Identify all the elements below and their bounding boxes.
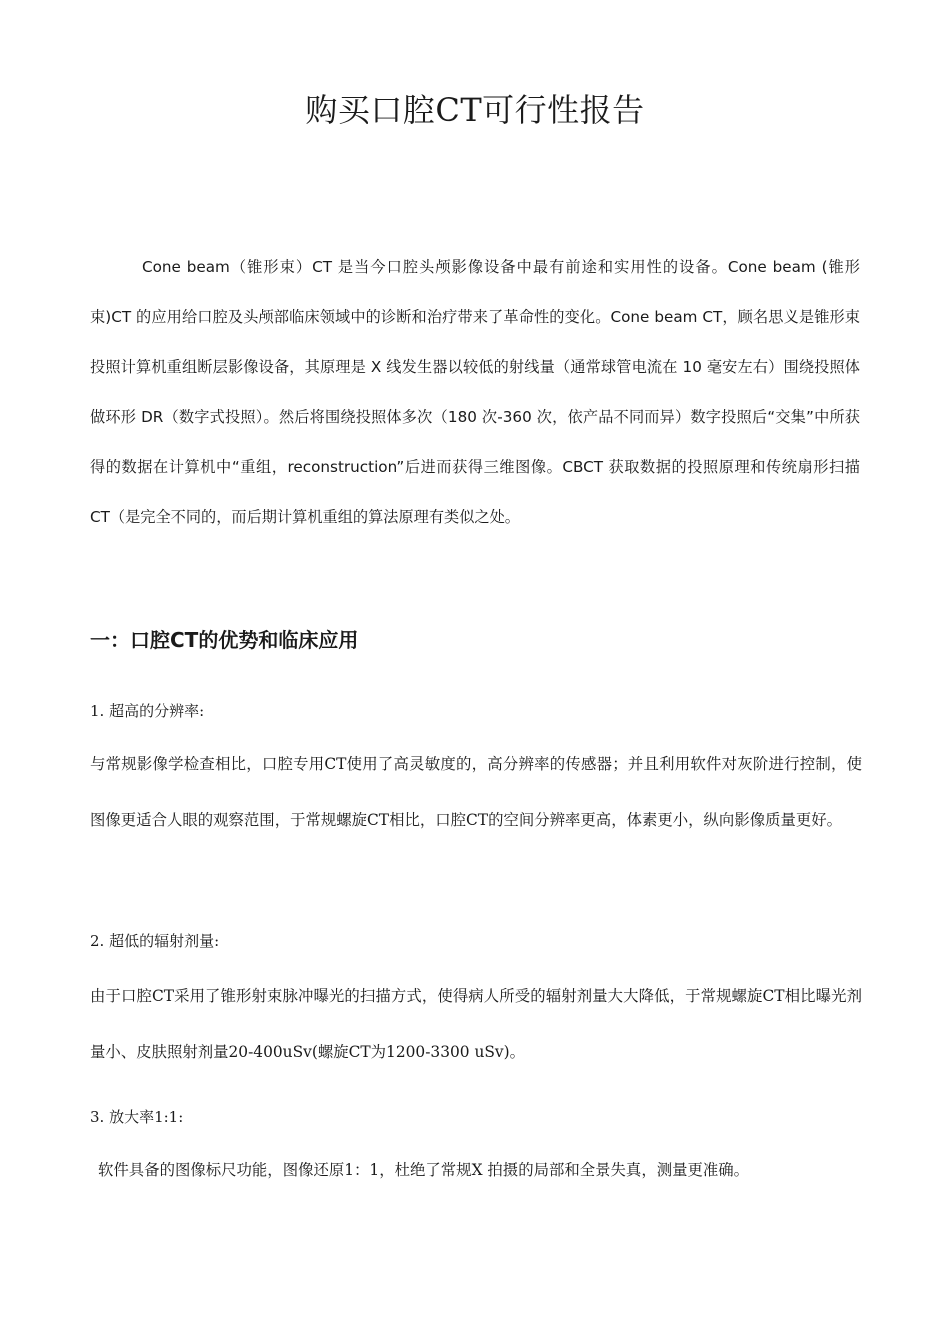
intro-paragraph: Cone beam（锥形束）CT 是当今口腔头颅影像设备中最有前途和实用性的设备。Cone beam (锥形束)CT 的应用给口腔及头颅部临床领域中的诊断和治疗带来了革命性的变化。Cone beam CT，顾名思义是锥形束投照计算机重组断层影像设备，其原理是 X 线发生器以较低的射线量（通常球管电流在 10 毫安左右）围绕投照体做环形 DR（数字式投照）。然后将围绕投照体多次（180 次-360 次，依产品不同而异）数字投照后“交集”中所获得的数据在计算机中“重组，reconstruction”后进而获得三维图像。CBCT 获取数据的投照原理和传统扇形扫描 CT（是完全不同的，而后期计算机重组的算法原理有类似之处。 bbox=[90, 258, 860, 526]
section-heading: 一：口腔CT的优势和临床应用 bbox=[90, 628, 359, 652]
item-body-magnification: 软件具备的图像标尺功能，图像还原1：1，杜绝了常规X 拍摄的局部和全景失真，测量更准确。 bbox=[98, 1161, 750, 1179]
item-title-magnification: 3. 放大率1:1: bbox=[90, 1108, 184, 1126]
item-title-radiation: 2. 超低的辐射剂量: bbox=[90, 932, 220, 950]
item-title-resolution: 1. 超高的分辨率: bbox=[90, 702, 205, 720]
document-title: 购买口腔CT可行性报告 bbox=[305, 91, 645, 129]
item-body-radiation: 由于口腔CT采用了锥形射束脉冲曝光的扫描方式，使得病人所受的辐射剂量大大降低，于常规螺旋CT相比曝光剂量小、皮肤照射剂量20-400uSv(螺旋CT为1200-3300 uSv)。 bbox=[90, 987, 862, 1061]
item-body-resolution: 与常规影像学检查相比，口腔专用CT使用了高灵敏度的，高分辨率的传感器；并且利用软件对灰阶进行控制，使图像更适合人眼的观察范围，于常规螺旋CT相比，口腔CT的空间分辨率更高，体素更小，纵向影像质量更好。 bbox=[90, 755, 862, 829]
